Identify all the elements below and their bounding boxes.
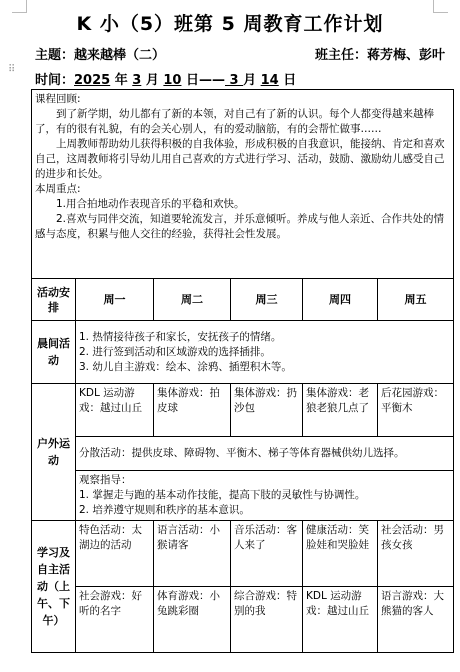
outdoor-game: 集体游戏：老狼老狼几点了 bbox=[303, 384, 378, 437]
study-game: KDL 运动游戏：越过山丘 bbox=[303, 587, 378, 653]
study-game: 综合游戏：特别的我 bbox=[231, 587, 303, 653]
theme-label: 主题：越来越棒（二） bbox=[35, 48, 166, 63]
study-activity: 特色活动：太湖边的活动 bbox=[76, 521, 154, 587]
outdoor-game: 集体游戏：拍皮球 bbox=[154, 384, 231, 437]
date-year: 2025 bbox=[74, 73, 111, 88]
date-month-start: 3 bbox=[132, 73, 142, 88]
date-text: 日—— bbox=[181, 73, 225, 88]
outdoor-game: 集体游戏：扔沙包 bbox=[231, 384, 303, 437]
day-header: 周五 bbox=[378, 279, 454, 321]
review-cell bbox=[32, 90, 454, 279]
study-activity: 社会活动：男孩女孩 bbox=[378, 521, 454, 587]
date-row bbox=[35, 69, 296, 88]
teachers-label: 班主任：蒋芳梅、彭叶 bbox=[314, 48, 445, 63]
date-day-start: 10 bbox=[163, 73, 182, 88]
guide-cell bbox=[76, 471, 454, 521]
date-prefix: 时间： bbox=[35, 73, 75, 88]
focus-heading: 本周重点: bbox=[35, 183, 81, 195]
morning-item: 1. 热情接待孩子和家长，安抚孩子的情绪。 bbox=[79, 330, 282, 343]
arrange-label: 活动安排 bbox=[32, 279, 76, 321]
day-header: 周三 bbox=[231, 279, 303, 321]
guide-item: 2. 培养遵守规则和秩序的基本意识。 bbox=[79, 504, 250, 516]
guide-item: 1. 掌握走与跑的基本动作技能，提高下肢的灵敏性与协调性。 bbox=[79, 489, 366, 501]
study-game: 社会游戏：好听的名字 bbox=[76, 587, 154, 653]
outdoor-game: 后花园游戏：平衡木 bbox=[378, 384, 454, 437]
date-text: 年 bbox=[110, 73, 133, 88]
review-heading: 课程回顾: bbox=[35, 93, 81, 105]
day-header: 周一 bbox=[76, 279, 154, 321]
study-label: 学习及自主活动（上午、下午） bbox=[32, 521, 76, 653]
date-text: 日 bbox=[278, 73, 297, 88]
focus-item: 1.用合拍地动作表现音乐的平稳和欢快。 bbox=[56, 198, 245, 210]
outdoor-game: KDL 运动游戏：越过山丘 bbox=[76, 384, 154, 437]
date-text: 月 bbox=[141, 73, 164, 88]
focus-item: 2.喜欢与同伴交流，知道要轮流发言，并乐意倾听。养成与他人亲近、合作共处的情感与态度，积累与他人交往的经验，获得社会性发展。 bbox=[35, 213, 445, 240]
morning-item: 3. 幼儿自主游戏：绘本、涂鸦、插塑积木等。 bbox=[79, 360, 292, 373]
study-activity: 语言活动：小猴请客 bbox=[154, 521, 231, 587]
morning-label: 晨间活动 bbox=[32, 321, 76, 384]
study-activity: 健康活动：笑脸娃和哭脸娃 bbox=[303, 521, 378, 587]
date-month-end: 3 bbox=[225, 73, 244, 88]
morning-cell bbox=[76, 321, 454, 384]
day-header: 周二 bbox=[154, 279, 231, 321]
page-title: K 小（5）班第 5 周教育工作计划 bbox=[76, 13, 384, 35]
table-move-handle-icon[interactable]: ⠿ bbox=[8, 64, 16, 75]
review-paragraph: 到了新学期，幼儿都有了新的本领，对自己有了新的认识。每个人都变得越来越棒了，有的很有礼貌，有的会关心别人，有的爱动脑筋，有的会帮忙做事…… bbox=[35, 108, 434, 135]
guide-heading: 观察指导： bbox=[79, 474, 132, 486]
morning-item: 2. 进行签到活动和区域游戏的选择插排。 bbox=[79, 345, 271, 358]
plan-table bbox=[31, 89, 454, 653]
date-text: 月 bbox=[243, 73, 261, 88]
day-header: 周四 bbox=[303, 279, 378, 321]
date-day-end: 14 bbox=[260, 73, 279, 88]
study-game: 语言游戏：大熊猫的客人 bbox=[378, 587, 454, 653]
study-game: 体育游戏：小兔跳彩圈 bbox=[154, 587, 231, 653]
outdoor-label: 户外运动 bbox=[32, 384, 76, 521]
review-paragraph: 上周教师帮助幼儿获得积极的自我体验，形成积极的自我意识，能接纳、肯定和喜欢自己，这周教师将引导幼儿用自己喜欢的方式进行学习、活动，鼓励、激励幼儿感受自己的进步和长处。 bbox=[35, 138, 445, 180]
scatter-activity: 分散活动：提供皮球、障碍物、平衡木、梯子等体育器械供幼儿选择。 bbox=[76, 437, 454, 471]
study-activity: 音乐活动：客人来了 bbox=[231, 521, 303, 587]
